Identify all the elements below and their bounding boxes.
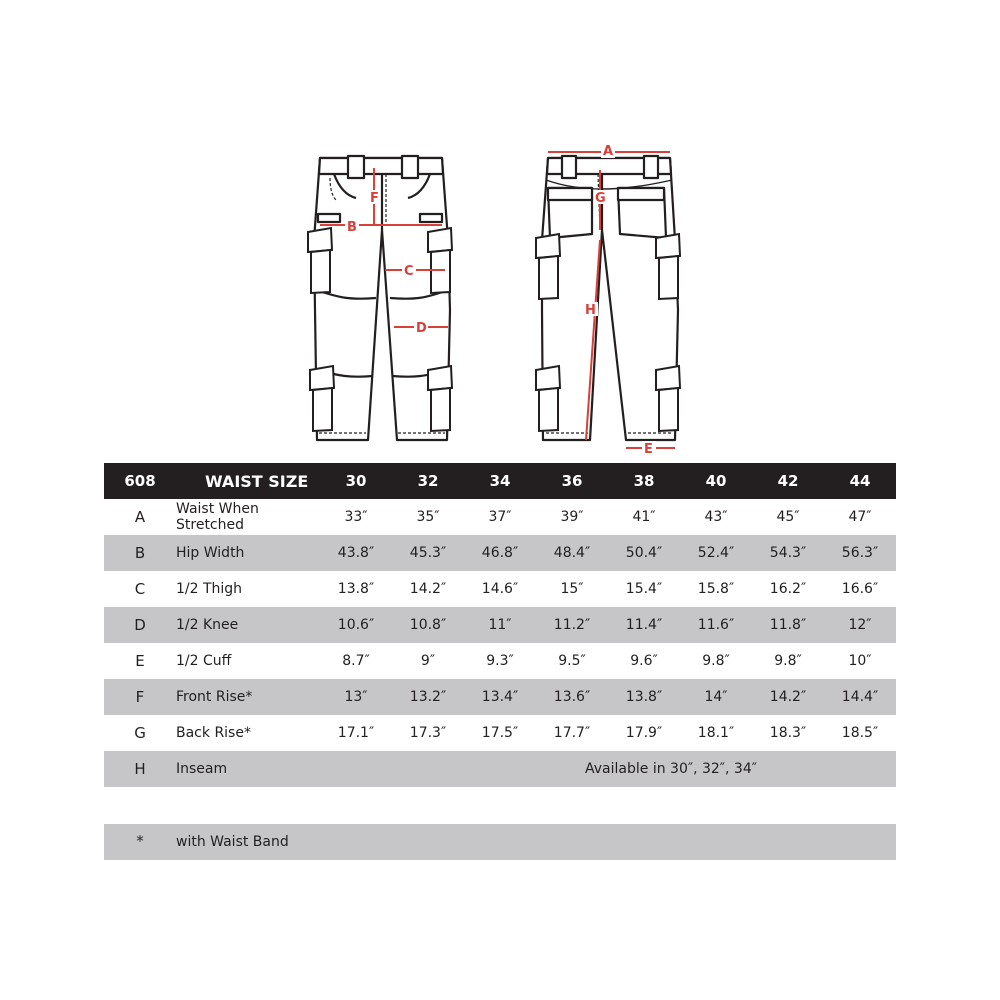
footnote-symbol: * <box>136 832 144 850</box>
measure-value: 18.3″ <box>769 725 807 741</box>
measure-value: 14.4″ <box>841 689 879 705</box>
size-header: 36 <box>561 472 583 490</box>
diagram-label-d: D <box>416 321 427 336</box>
measure-value: 33″ <box>344 509 368 525</box>
measure-value: 16.2″ <box>769 581 807 597</box>
table-row <box>104 679 896 715</box>
measure-value: 50.4″ <box>625 545 663 561</box>
measure-value: 11″ <box>488 617 512 633</box>
measure-value: 10.8″ <box>409 617 447 633</box>
measure-value: 18.5″ <box>841 725 879 741</box>
measure-value: 10.6″ <box>337 617 375 633</box>
measure-value: 13″ <box>344 689 368 705</box>
measure-value: 37″ <box>488 509 512 525</box>
diagram-label-h: H <box>585 303 596 318</box>
measure-value: 46.8″ <box>481 545 519 561</box>
measure-value: 47″ <box>848 509 872 525</box>
diagram-label-f: F <box>370 191 379 206</box>
measure-name: 1/2 Thigh <box>176 581 243 597</box>
pants-diagram-svg <box>290 130 710 460</box>
measure-value: 17.5″ <box>481 725 519 741</box>
footnote-text: with Waist Band <box>176 834 289 850</box>
measure-value: 45″ <box>776 509 800 525</box>
measure-value: 11.2″ <box>553 617 591 633</box>
measure-letter: F <box>135 688 145 706</box>
front-right-calf-pocket <box>428 366 452 431</box>
front-right-thigh-pocket <box>428 228 452 293</box>
size-header: 38 <box>633 472 655 490</box>
measure-name: 1/2 Cuff <box>176 653 232 669</box>
measure-letter: A <box>134 508 146 526</box>
measure-value: 15″ <box>560 581 584 597</box>
measure-name: Front Rise* <box>176 689 253 705</box>
back-view-pants <box>542 156 678 440</box>
measure-value: 11.8″ <box>769 617 807 633</box>
measure-value: 17.1″ <box>337 725 375 741</box>
measure-name: Inseam <box>176 761 228 777</box>
diagram-label-a: A <box>603 144 614 159</box>
measure-value: 48.4″ <box>553 545 591 561</box>
size-header: 32 <box>417 472 439 490</box>
measure-value: 14.2″ <box>409 581 447 597</box>
waist-size-header: WAIST SIZE <box>205 471 309 491</box>
back-right-calf-pocket <box>656 366 680 431</box>
measure-value: 17.7″ <box>553 725 591 741</box>
table-row <box>104 499 896 535</box>
measure-name: 1/2 Knee <box>176 617 239 633</box>
measure-value: 15.8″ <box>697 581 735 597</box>
diagram-label-b: B <box>347 220 357 235</box>
measure-value: 13.8″ <box>625 689 663 705</box>
measure-value: 18.1″ <box>697 725 735 741</box>
measure-letter: B <box>134 544 146 562</box>
diagram-label-c: C <box>404 264 414 279</box>
measure-value: 14″ <box>704 689 728 705</box>
front-left-thigh-pocket <box>308 228 332 293</box>
measure-value: 14.6″ <box>481 581 519 597</box>
diagram-label-e: E <box>644 442 653 457</box>
back-right-thigh-pocket <box>656 234 680 299</box>
measure-value: 52.4″ <box>697 545 735 561</box>
size-header: 30 <box>345 472 367 490</box>
measure-value: 43″ <box>704 509 728 525</box>
inseam-availability: Available in 30″, 32″, 34″ <box>585 761 757 777</box>
measure-value: 9.8″ <box>774 653 802 669</box>
measure-value: 13.8″ <box>337 581 375 597</box>
measure-value: 41″ <box>632 509 656 525</box>
measure-value: 9.3″ <box>486 653 514 669</box>
measure-value: 54.3″ <box>769 545 807 561</box>
measure-value: 13.6″ <box>553 689 591 705</box>
measure-letter: D <box>134 616 146 634</box>
size-header: 34 <box>489 472 511 490</box>
measure-value: 16.6″ <box>841 581 879 597</box>
size-header: 44 <box>849 472 871 490</box>
size-header: 40 <box>705 472 727 490</box>
measure-name: Hip Width <box>176 545 245 561</box>
size-header: 42 <box>777 472 799 490</box>
measure-letter: E <box>135 652 145 670</box>
back-left-thigh-pocket <box>536 234 560 299</box>
measure-letter: H <box>134 760 146 778</box>
model-number: 608 <box>124 472 156 490</box>
measure-name: Back Rise* <box>176 725 251 741</box>
pants-measurement-diagram <box>290 130 710 460</box>
measure-value: 13.4″ <box>481 689 519 705</box>
size-chart-table <box>104 463 896 787</box>
table-row <box>104 643 896 679</box>
measure-value: 9.5″ <box>558 653 586 669</box>
front-left-calf-pocket <box>310 366 334 431</box>
measure-letter: C <box>134 580 146 598</box>
table-row <box>104 535 896 571</box>
table-header-row <box>104 463 896 499</box>
measure-letter: G <box>134 724 146 742</box>
table-row <box>104 571 896 607</box>
inseam-availability-cell <box>320 751 896 787</box>
table-row-inseam <box>104 751 896 787</box>
measure-value: 9″ <box>420 653 436 669</box>
measure-value: 9.6″ <box>630 653 658 669</box>
measure-value: 17.9″ <box>625 725 663 741</box>
measure-value: 9.8″ <box>702 653 730 669</box>
measure-value: 8.7″ <box>342 653 370 669</box>
measure-value: 15.4″ <box>625 581 663 597</box>
measure-value: 12″ <box>848 617 872 633</box>
measure-value: 17.3″ <box>409 725 447 741</box>
measure-value: 10″ <box>848 653 872 669</box>
measure-value: 35″ <box>416 509 440 525</box>
table-row <box>104 607 896 643</box>
measure-value: 13.2″ <box>409 689 447 705</box>
front-view-pants <box>314 156 450 440</box>
measure-value: 45.3″ <box>409 545 447 561</box>
measure-value: 39″ <box>560 509 584 525</box>
footnote-bar <box>104 824 896 860</box>
measure-value: 11.4″ <box>625 617 663 633</box>
measure-value: 14.2″ <box>769 689 807 705</box>
measure-value: 43.8″ <box>337 545 375 561</box>
back-left-calf-pocket <box>536 366 560 431</box>
diagram-label-g: G <box>595 191 606 206</box>
measure-value: 56.3″ <box>841 545 879 561</box>
measure-name: Waist When Stretched <box>176 501 259 533</box>
measure-value: 11.6″ <box>697 617 735 633</box>
table-row <box>104 715 896 751</box>
